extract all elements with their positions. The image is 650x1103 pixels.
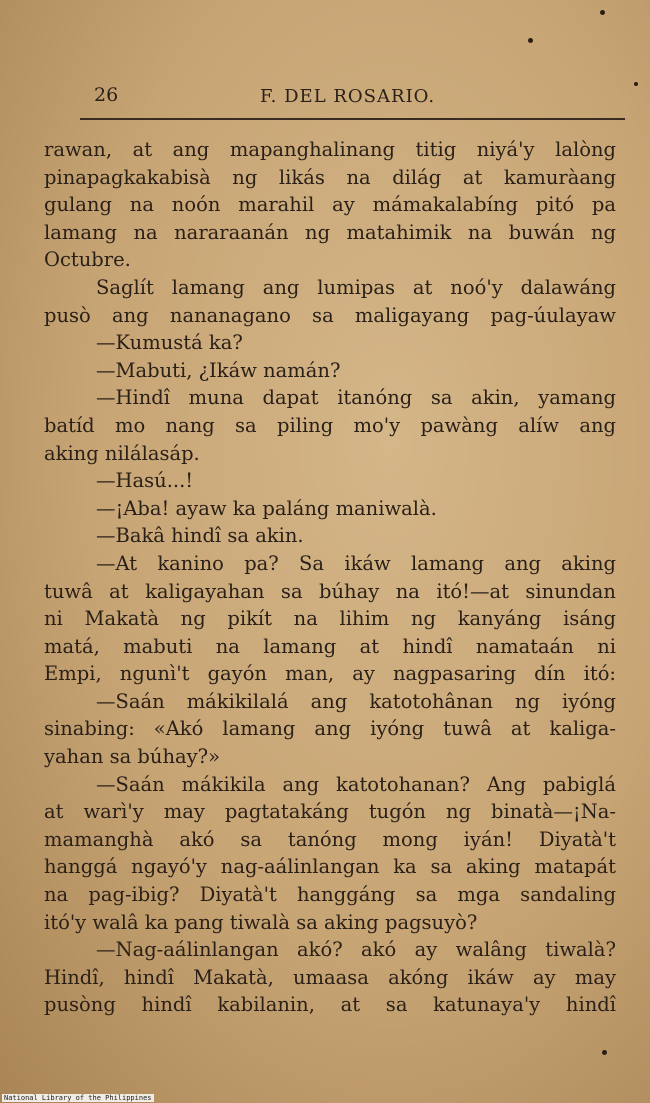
text-line: gulang na noón marahil ay mámakalabíng pitó pa	[44, 193, 616, 217]
text-line: at warì'y may pagtatakáng tugón ng binatà—¡Na-	[44, 800, 616, 824]
text-line: —Hindî muna dapat itanóng sa akin, yamang	[96, 386, 616, 410]
text-line: —Kumustá ka?	[96, 331, 243, 355]
text-line: —Saán mákikilalá ang katotohânan ng iyóng	[96, 689, 616, 713]
text-line: —Bakâ hindî sa akin.	[96, 524, 304, 548]
library-watermark: National Library of the Philippines	[4, 1094, 152, 1102]
page-header	[80, 80, 625, 114]
text-line: yahan sa búhay?»	[44, 745, 221, 769]
text-line: —Nag-aálinlangan akó? akó ay walâng tiwalà?	[96, 938, 616, 962]
running-head: F. DEL ROSARIO.	[260, 86, 436, 107]
ink-speck	[600, 10, 605, 15]
text-line: —¡Aba! ayaw ka paláng maniwalà.	[96, 496, 437, 520]
text-line: —Saán mákikila ang katotohanan? Ang pabiglá	[96, 772, 616, 796]
text-line: sinabing: «Akó lamang ang iyóng tuwâ at kaliga-	[44, 717, 616, 741]
text-line: Empi, ngunì't gayón man, ay nagpasaring dín itó:	[44, 662, 616, 686]
text-line: mamanghà akó sa tanóng mong iyán! Diyatà't	[44, 827, 616, 851]
text-line: Saglít lamang ang lumipas at noó'y dalawáng	[96, 275, 616, 299]
text-line: pusò ang nananagano sa maligayang pag-úulayaw	[44, 303, 616, 327]
text-line: lamang na nararaanán ng matahimik na buwán ng	[44, 220, 616, 244]
text-line: ni Makatà ng pikít na lihim ng kanyáng isáng	[44, 607, 616, 631]
text-line: pinapagkakabisà ng likás na dilág at kamuràang	[44, 165, 616, 189]
text-line: na pag-ibig? Diyatà't hanggáng sa mga sandaling	[44, 883, 616, 907]
text-line: aking nilálasáp.	[44, 441, 200, 465]
text-line: batíd mo nang sa piling mo'y pawàng alíw ang	[44, 413, 616, 437]
ink-speck	[634, 82, 638, 86]
text-line: —Mabuti, ¿Ikáw namán?	[96, 358, 341, 382]
text-line: pusòng hindî kabilanin, at sa katunaya'y hindî	[44, 993, 616, 1017]
text-line: Hindî, hindî Makatà, umaasa akóng ikáw ay may	[44, 965, 616, 989]
text-line: —At kanino pa? Sa ikáw lamang ang aking	[96, 551, 616, 575]
text-line: —Hasú...!	[96, 469, 194, 493]
ink-speck	[602, 1050, 607, 1055]
text-line: itó'y walâ ka pang tiwalà sa aking pagsuyò?	[44, 910, 478, 934]
text-line: hanggá ngayó'y nag-aálinlangan ka sa aking matapát	[44, 855, 616, 879]
body-text	[44, 136, 616, 1019]
page-number: 26	[94, 84, 119, 106]
text-line: tuwâ at kaligayahan sa búhay na itó!—at sinundan	[44, 579, 616, 603]
text-line: rawan, at ang mapanghalinang titig niyá'y lalòng	[44, 138, 616, 161]
text-line: Octubre.	[44, 248, 131, 272]
ink-speck	[528, 38, 533, 43]
text-line: matá, mabuti na lamang at hindî namataán ni	[44, 634, 616, 658]
header-rule	[80, 118, 625, 120]
